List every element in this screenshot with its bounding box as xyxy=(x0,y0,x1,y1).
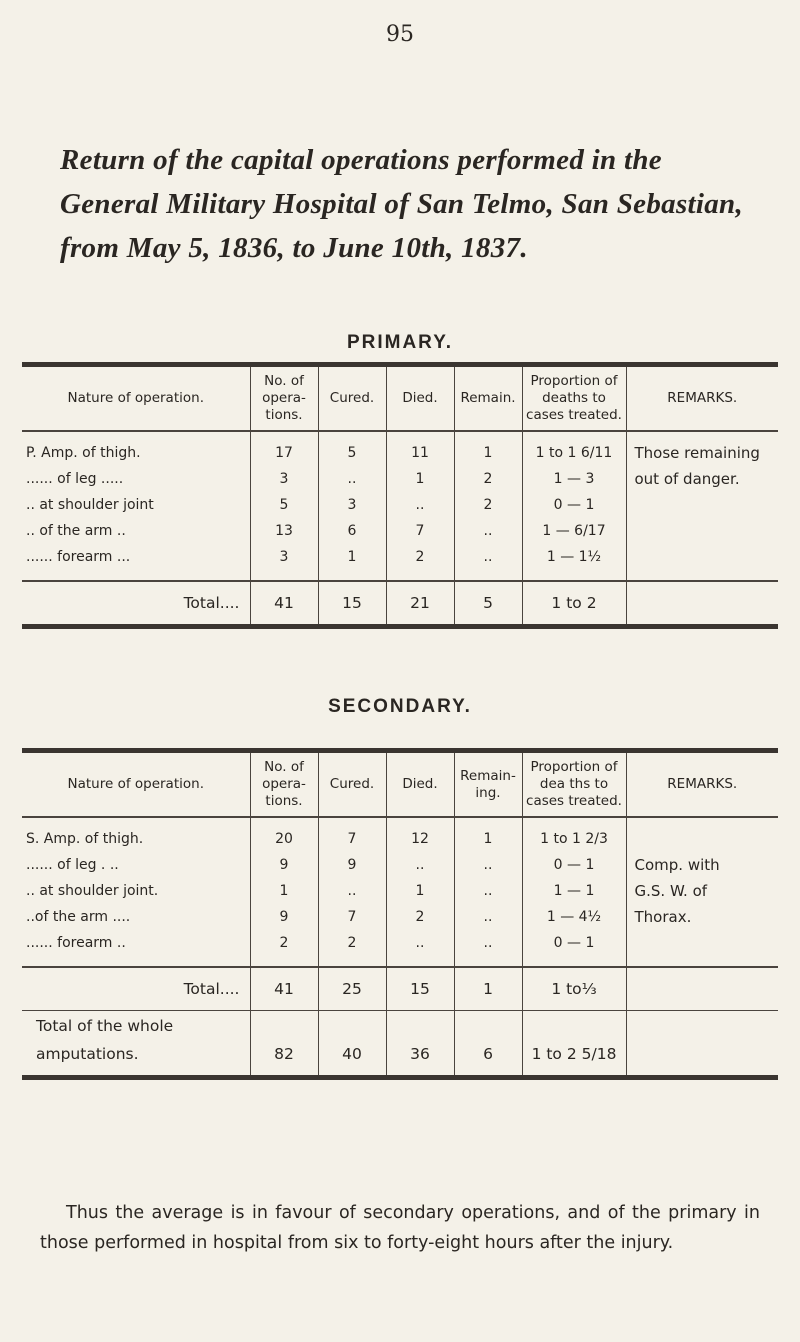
header-cured: Cured. xyxy=(318,365,386,432)
primary-header-row xyxy=(22,365,778,432)
total-proportion: 1 to⅓ xyxy=(522,967,626,1011)
table-row xyxy=(22,518,778,544)
whole-total-row xyxy=(22,1011,778,1042)
cell-cured: .. xyxy=(318,878,386,904)
header-remain: Remain. xyxy=(454,365,522,432)
spacer-cell xyxy=(386,570,454,581)
cell-died: 2 xyxy=(386,904,454,930)
cell-nature: S. Amp. of thigh. xyxy=(26,831,144,847)
cell-died: .. xyxy=(386,930,454,956)
total-remarks xyxy=(626,581,778,627)
cell-number: 1 xyxy=(250,878,318,904)
table-row xyxy=(22,817,778,852)
primary-table xyxy=(22,362,778,629)
header-died: Died. xyxy=(386,365,454,432)
table-row xyxy=(22,544,778,570)
header-cured: Cured. xyxy=(318,751,386,818)
spacer-cell xyxy=(250,956,318,967)
cell-remarks xyxy=(626,518,778,544)
cell-cured: 1 xyxy=(318,544,386,570)
table-row xyxy=(22,431,778,466)
cell-number: 3 xyxy=(250,544,318,570)
cell-cured: 5 xyxy=(318,431,386,466)
cell-number: 17 xyxy=(250,431,318,466)
whole-died: 36 xyxy=(386,1041,454,1078)
total-died: 15 xyxy=(386,967,454,1011)
header-remarks: REMARKS. xyxy=(626,365,778,432)
cell-nature: ...... of leg . .. xyxy=(26,857,119,873)
cell-proportion: 1 — 3 xyxy=(522,466,626,492)
cell-died: 7 xyxy=(386,518,454,544)
total-cured: 15 xyxy=(318,581,386,627)
secondary-header-row xyxy=(22,751,778,818)
whole-label-line1: Total of the whole xyxy=(22,1011,250,1042)
cell-remarks xyxy=(626,492,778,518)
spacer-row xyxy=(22,956,778,967)
cell-remain: 1 xyxy=(454,817,522,852)
cell-remarks: Those remaining xyxy=(626,431,778,466)
cell-died: 2 xyxy=(386,544,454,570)
table-row xyxy=(22,492,778,518)
cell-proportion: 1 — 1½ xyxy=(522,544,626,570)
cell-remain: 2 xyxy=(454,492,522,518)
page-number: 95 xyxy=(386,22,414,47)
cell-remarks xyxy=(626,930,778,956)
whole-number: 82 xyxy=(250,1041,318,1078)
cell-number: 2 xyxy=(250,930,318,956)
cell-nature: .. at shoulder joint. xyxy=(26,883,159,899)
cell-nature: ...... forearm .. xyxy=(26,935,126,951)
cell-proportion: 0 — 1 xyxy=(522,852,626,878)
cell-remain: .. xyxy=(454,518,522,544)
cell-remarks: Comp. with xyxy=(626,852,778,878)
page-heading: Return of the capital operations performed in the General Military Hospital of San Telmo, San Sebastian, from May 5, 1836, to June 10th, 1837. xyxy=(60,144,744,264)
header-nature: Nature of operation. xyxy=(22,751,250,818)
spacer-cell xyxy=(454,956,522,967)
spacer-row xyxy=(22,570,778,581)
header-proportion: Proportion of dea ths to cases treated. xyxy=(522,751,626,818)
total-row xyxy=(22,967,778,1011)
cell-number: 5 xyxy=(250,492,318,518)
spacer-cell xyxy=(250,570,318,581)
header-died: Died. xyxy=(386,751,454,818)
spacer-cell xyxy=(522,956,626,967)
cell-died: 11 xyxy=(386,431,454,466)
cell-proportion: 1 to 1 2/3 xyxy=(522,817,626,852)
cell-proportion: 1 to 1 6/11 xyxy=(522,431,626,466)
total-number: 41 xyxy=(250,581,318,627)
whole-spacer-number xyxy=(250,1011,318,1042)
cell-proportion: 1 — 6/17 xyxy=(522,518,626,544)
total-proportion: 1 to 2 xyxy=(522,581,626,627)
cell-nature: ...... of leg ..... xyxy=(26,471,124,487)
cell-number: 9 xyxy=(250,852,318,878)
total-nature: Total.... xyxy=(22,581,250,627)
total-number: 41 xyxy=(250,967,318,1011)
whole-spacer-proportion xyxy=(522,1011,626,1042)
cell-proportion: 0 — 1 xyxy=(522,930,626,956)
spacer-cell xyxy=(22,956,250,967)
cell-remarks: out of danger. xyxy=(626,466,778,492)
cell-number: 3 xyxy=(250,466,318,492)
cell-cured: 9 xyxy=(318,852,386,878)
cell-nature: ...... forearm ... xyxy=(26,549,131,565)
total-died: 21 xyxy=(386,581,454,627)
whole-spacer-died xyxy=(386,1011,454,1042)
header-remain: Remain-ing. xyxy=(454,751,522,818)
cell-cured: 3 xyxy=(318,492,386,518)
primary-section-title: PRIMARY. xyxy=(346,332,454,353)
total-cured: 25 xyxy=(318,967,386,1011)
cell-cured: 2 xyxy=(318,930,386,956)
header-proportion: Proportion of deaths to cases treated. xyxy=(522,365,626,432)
cell-died: 1 xyxy=(386,466,454,492)
cell-nature: P. Amp. of thigh. xyxy=(26,445,141,461)
table-row xyxy=(22,466,778,492)
cell-died: .. xyxy=(386,492,454,518)
cell-cured: 7 xyxy=(318,904,386,930)
cell-cured: 7 xyxy=(318,817,386,852)
cell-remain: 1 xyxy=(454,431,522,466)
total-remain: 5 xyxy=(454,581,522,627)
table-row xyxy=(22,852,778,878)
cell-remain: .. xyxy=(454,930,522,956)
secondary-section-title: SECONDARY. xyxy=(328,696,472,717)
cell-cured: .. xyxy=(318,466,386,492)
spacer-cell xyxy=(522,570,626,581)
cell-remarks: Thorax. xyxy=(626,904,778,930)
total-row xyxy=(22,581,778,627)
footer-paragraph: Thus the average is in favour of secondary operations, and of the primary in those performed in hospital from six to forty-eight hours after the injury. xyxy=(40,1202,760,1253)
cell-remain: .. xyxy=(454,544,522,570)
whole-spacer-remarks xyxy=(626,1011,778,1042)
whole-remarks xyxy=(626,1041,778,1078)
header-nature: Nature of operation. xyxy=(22,365,250,432)
cell-nature: .. at shoulder joint xyxy=(26,497,154,513)
header-number: No. of opera-tions. xyxy=(250,365,318,432)
whole-proportion: 1 to 2 5/18 xyxy=(522,1041,626,1078)
secondary-table xyxy=(22,748,778,1080)
spacer-cell xyxy=(626,956,778,967)
cell-nature: .. of the arm .. xyxy=(26,523,126,539)
cell-died: .. xyxy=(386,852,454,878)
cell-proportion: 0 — 1 xyxy=(522,492,626,518)
header-remarks: REMARKS. xyxy=(626,751,778,818)
total-remarks xyxy=(626,967,778,1011)
cell-remarks xyxy=(626,817,778,852)
table-row xyxy=(22,878,778,904)
whole-spacer-cured xyxy=(318,1011,386,1042)
cell-remain: 2 xyxy=(454,466,522,492)
whole-total-row-values xyxy=(22,1041,778,1078)
table-row xyxy=(22,930,778,956)
table-row xyxy=(22,904,778,930)
whole-cured: 40 xyxy=(318,1041,386,1078)
spacer-cell xyxy=(318,570,386,581)
cell-remarks xyxy=(626,544,778,570)
cell-number: 13 xyxy=(250,518,318,544)
spacer-cell xyxy=(626,570,778,581)
cell-proportion: 1 — 4½ xyxy=(522,904,626,930)
whole-remain: 6 xyxy=(454,1041,522,1078)
cell-remain: .. xyxy=(454,852,522,878)
whole-nature: amputations. xyxy=(36,1045,139,1063)
cell-remain: .. xyxy=(454,904,522,930)
cell-died: 12 xyxy=(386,817,454,852)
cell-proportion: 1 — 1 xyxy=(522,878,626,904)
total-remain: 1 xyxy=(454,967,522,1011)
cell-cured: 6 xyxy=(318,518,386,544)
cell-number: 9 xyxy=(250,904,318,930)
spacer-cell xyxy=(318,956,386,967)
total-nature: Total.... xyxy=(22,967,250,1011)
spacer-cell xyxy=(386,956,454,967)
cell-number: 20 xyxy=(250,817,318,852)
cell-nature: ..of the arm .... xyxy=(26,909,131,925)
cell-remarks: G.S. W. of xyxy=(626,878,778,904)
whole-spacer-remain xyxy=(454,1011,522,1042)
cell-died: 1 xyxy=(386,878,454,904)
spacer-cell xyxy=(22,570,250,581)
header-number: No. of opera-tions. xyxy=(250,751,318,818)
spacer-cell xyxy=(454,570,522,581)
cell-remain: .. xyxy=(454,878,522,904)
